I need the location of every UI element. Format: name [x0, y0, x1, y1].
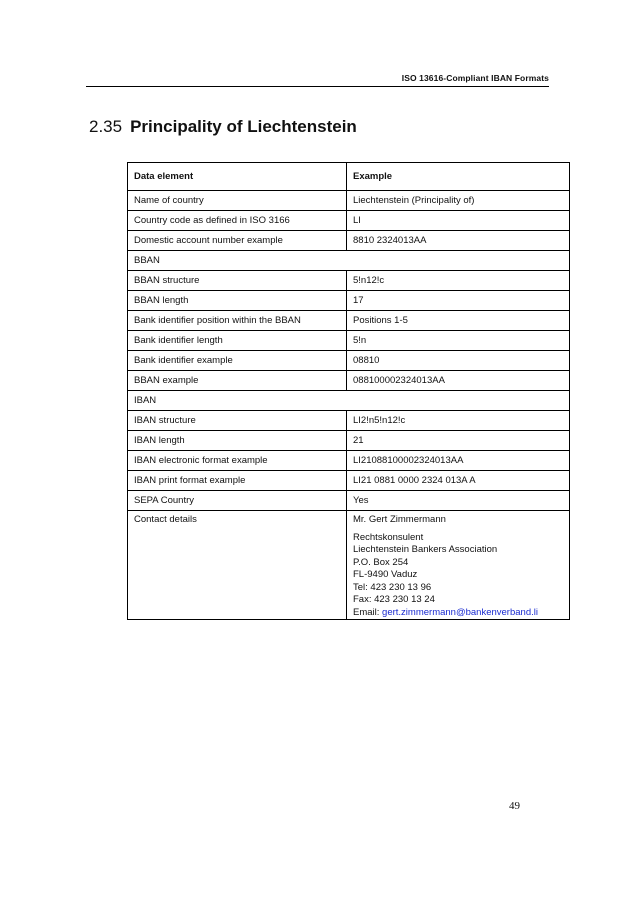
row-label: Country code as defined in ISO 3166	[128, 211, 347, 231]
header-rule	[86, 86, 549, 87]
page-number: 49	[509, 800, 520, 812]
running-header: ISO 13616-Compliant IBAN Formats	[401, 73, 549, 83]
table-row	[128, 331, 570, 351]
row-value: LI21088100002324013AA	[347, 451, 570, 471]
table-row	[128, 311, 570, 331]
table-row	[128, 431, 570, 451]
row-label: IBAN print format example	[128, 471, 347, 491]
row-value: 5!n	[347, 331, 570, 351]
row-label: SEPA Country	[128, 491, 347, 511]
table-row	[128, 471, 570, 491]
email-link[interactable]: gert.zimmermann@bankenverband.li	[382, 606, 538, 618]
table-header-row	[128, 163, 570, 191]
contact-po-box: P.O. Box 254	[353, 556, 409, 568]
section-name: Principality of Liechtenstein	[130, 117, 357, 136]
table-row	[128, 291, 570, 311]
contact-phone: Tel: 423 230 13 96	[353, 581, 432, 593]
row-label: BBAN structure	[128, 271, 347, 291]
row-label: IBAN electronic format example	[128, 451, 347, 471]
contact-email-line	[353, 607, 563, 620]
table-row	[128, 211, 570, 231]
contact-city: FL-9490 Vaduz	[353, 569, 418, 580]
row-value: 088100002324013AA	[347, 371, 570, 391]
row-value: Positions 1-5	[347, 311, 570, 331]
column-header-data-element: Data element	[128, 163, 347, 191]
iban-format-table	[127, 162, 570, 620]
table-row	[128, 231, 570, 251]
contact-role: Rechtskonsulent	[353, 531, 424, 543]
table-row	[128, 271, 570, 291]
table-row	[128, 411, 570, 431]
row-label: Name of country	[128, 191, 347, 211]
row-value: 21	[347, 431, 570, 451]
section-label-iban: IBAN	[128, 391, 570, 411]
section-label-bban: BBAN	[128, 251, 570, 271]
row-label: Bank identifier position within the BBAN	[128, 311, 347, 331]
column-header-example: Example	[347, 163, 570, 191]
contact-details	[347, 511, 570, 620]
row-label: Domestic account number example	[128, 231, 347, 251]
table-section-row	[128, 391, 570, 411]
row-value: LI2!n5!n12!c	[347, 411, 570, 431]
row-value: 8810 2324013AA	[347, 231, 570, 251]
contact-organisation: Liechtenstein Bankers Association	[353, 544, 498, 555]
row-value: Liechtenstein (Principality of)	[347, 191, 570, 211]
contact-fax: Fax: 423 230 13 24	[353, 594, 435, 605]
row-label: BBAN example	[128, 371, 347, 391]
row-value: 17	[347, 291, 570, 311]
row-value: LI	[347, 211, 570, 231]
table-row	[128, 371, 570, 391]
contact-name: Mr. Gert Zimmermann	[353, 514, 446, 525]
table-section-row	[128, 251, 570, 271]
email-label: Email:	[353, 606, 383, 618]
row-label: BBAN length	[128, 291, 347, 311]
table-row	[128, 191, 570, 211]
row-label: Bank identifier length	[128, 331, 347, 351]
table-row	[128, 451, 570, 471]
row-value: 08810	[347, 351, 570, 371]
row-value: Yes	[347, 491, 570, 511]
row-label: Bank identifier example	[128, 351, 347, 371]
table-row	[128, 351, 570, 371]
row-label: IBAN structure	[128, 411, 347, 431]
section-title	[89, 117, 357, 137]
row-value: 5!n12!c	[347, 271, 570, 291]
row-label: IBAN length	[128, 431, 347, 451]
row-value: LI21 0881 0000 2324 013A A	[347, 471, 570, 491]
table-row-contact	[128, 511, 570, 620]
row-label: Contact details	[128, 511, 347, 620]
section-number: 2.35	[89, 117, 123, 136]
table-row	[128, 491, 570, 511]
